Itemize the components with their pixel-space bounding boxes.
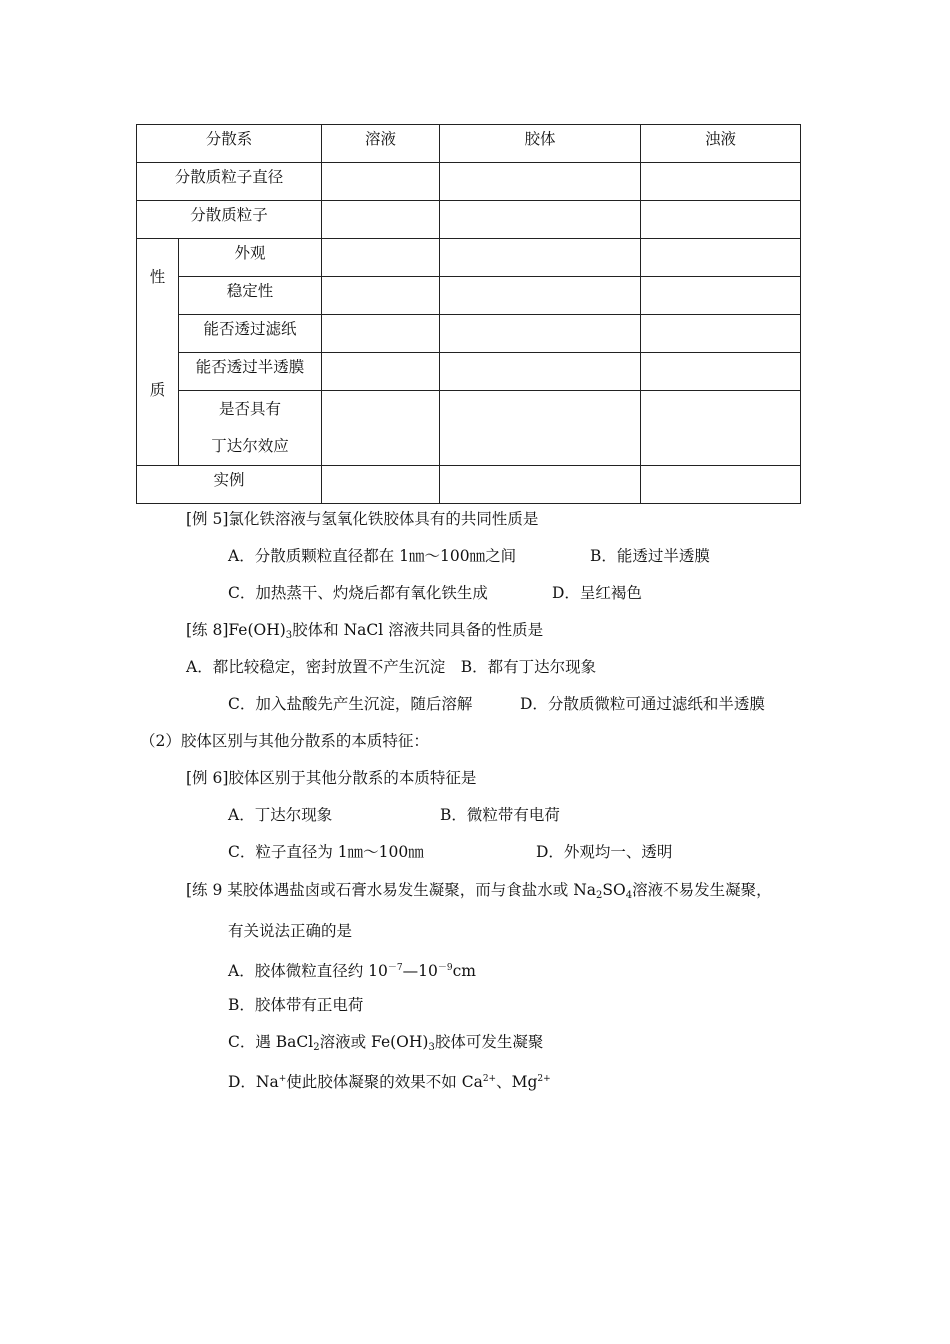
header-colloid: 胶体 xyxy=(440,125,641,163)
practice9-option-c: C．遇 BaCl$_2$溶液或 $Fe(OH)_3$胶体可发生凝聚 xyxy=(228,1033,544,1053)
row-label-example: 实例 xyxy=(137,466,322,504)
cell-blank xyxy=(322,239,440,277)
example5-question: [例 5]氯化铁溶液与氢氧化铁胶体具有的共同性质是 xyxy=(186,510,539,528)
cell-blank xyxy=(440,315,641,353)
header-dispersion-system: 分散系 xyxy=(137,125,322,163)
cell-blank xyxy=(322,466,440,504)
cell-blank xyxy=(641,239,801,277)
cell-blank xyxy=(440,201,641,239)
example6-option-a: A．丁达尔现象 xyxy=(228,806,333,824)
cell-blank xyxy=(322,353,440,391)
cell-blank xyxy=(440,239,641,277)
practice8-question: [练 $8]Fe(OH)_3$胶体和 NaCl 溶液共同具备的性质是 xyxy=(186,621,544,641)
cell-blank xyxy=(322,201,440,239)
tyndall-line-1: 是否具有 xyxy=(218,400,281,418)
cell-blank xyxy=(641,163,801,201)
practice9-question: [练 9 某胶体遇盐卤或石膏水易发生凝聚，而与食盐水或 $Na_2SO_4$溶液不易发生凝聚， xyxy=(186,881,772,901)
cell-blank xyxy=(641,277,801,315)
row-label-tyndall xyxy=(179,391,322,466)
cell-blank xyxy=(440,466,641,504)
cell-blank xyxy=(641,466,801,504)
cell-blank xyxy=(440,353,641,391)
cell-blank xyxy=(322,315,440,353)
example6-option-d: D．外观均一、透明 xyxy=(536,843,673,861)
example6-question: [例 6]胶体区别于其他分散系的本质特征是 xyxy=(186,769,477,787)
cell-blank xyxy=(641,201,801,239)
cell-blank xyxy=(641,315,801,353)
row-label-appearance: 外观 xyxy=(179,239,322,277)
practice9-question-line2: 有关说法正确的是 xyxy=(228,922,353,940)
practice8-options-ab: A．都比较稳定，密封放置不产生沉淀 B．都有丁达尔现象 xyxy=(186,658,597,676)
row-label-diameter: 分散质粒子直径 xyxy=(137,163,322,201)
properties-label-1: 性 xyxy=(137,239,179,315)
header-solution: 溶液 xyxy=(322,125,440,163)
header-suspension: 浊液 xyxy=(641,125,801,163)
properties-label-2: 质 xyxy=(137,315,179,466)
practice8-option-d: D．分散质微粒可通过滤纸和半透膜 xyxy=(520,695,765,713)
row-label-membrane: 能否透过半透膜 xyxy=(179,353,322,391)
cell-blank xyxy=(322,391,440,466)
cell-blank xyxy=(440,391,641,466)
example6-option-b: B．微粒带有电荷 xyxy=(440,806,560,824)
cell-blank xyxy=(641,391,801,466)
cell-blank xyxy=(641,353,801,391)
example6-option-c: C．粒子直径为 1㎚～100㎚ xyxy=(228,843,424,861)
cell-blank xyxy=(322,163,440,201)
row-label-filter: 能否透过滤纸 xyxy=(179,315,322,353)
example5-option-d: D．呈红褐色 xyxy=(552,584,642,602)
row-label-stability: 稳定性 xyxy=(179,277,322,315)
practice8-option-c: C．加入盐酸先产生沉淀，随后溶解 xyxy=(228,695,473,713)
cell-blank xyxy=(322,277,440,315)
cell-blank xyxy=(440,163,641,201)
tyndall-line-2: 丁达尔效应 xyxy=(211,437,289,455)
example5-option-a: A．分散质颗粒直径都在 1㎚～100㎚之间 xyxy=(228,547,517,565)
row-label-particle: 分散质粒子 xyxy=(137,201,322,239)
practice9-option-a: A．胶体微粒直径约 $10^{-7}—10^{-9}cm$ xyxy=(228,962,476,980)
practice9-option-d: D．Na+使此胶体凝聚的效果不如 $Ca^{2+}$、$Mg^{2+}$ xyxy=(228,1073,551,1091)
practice9-option-b: B．胶体带有正电荷 xyxy=(228,996,364,1014)
dispersion-system-table xyxy=(136,124,801,504)
section-2-heading: （2）胶体区别与其他分散系的本质特征： xyxy=(140,732,429,750)
cell-blank xyxy=(440,277,641,315)
example5-option-c: C．加热蒸干、灼烧后都有氧化铁生成 xyxy=(228,584,488,602)
example5-option-b: B．能透过半透膜 xyxy=(590,547,710,565)
